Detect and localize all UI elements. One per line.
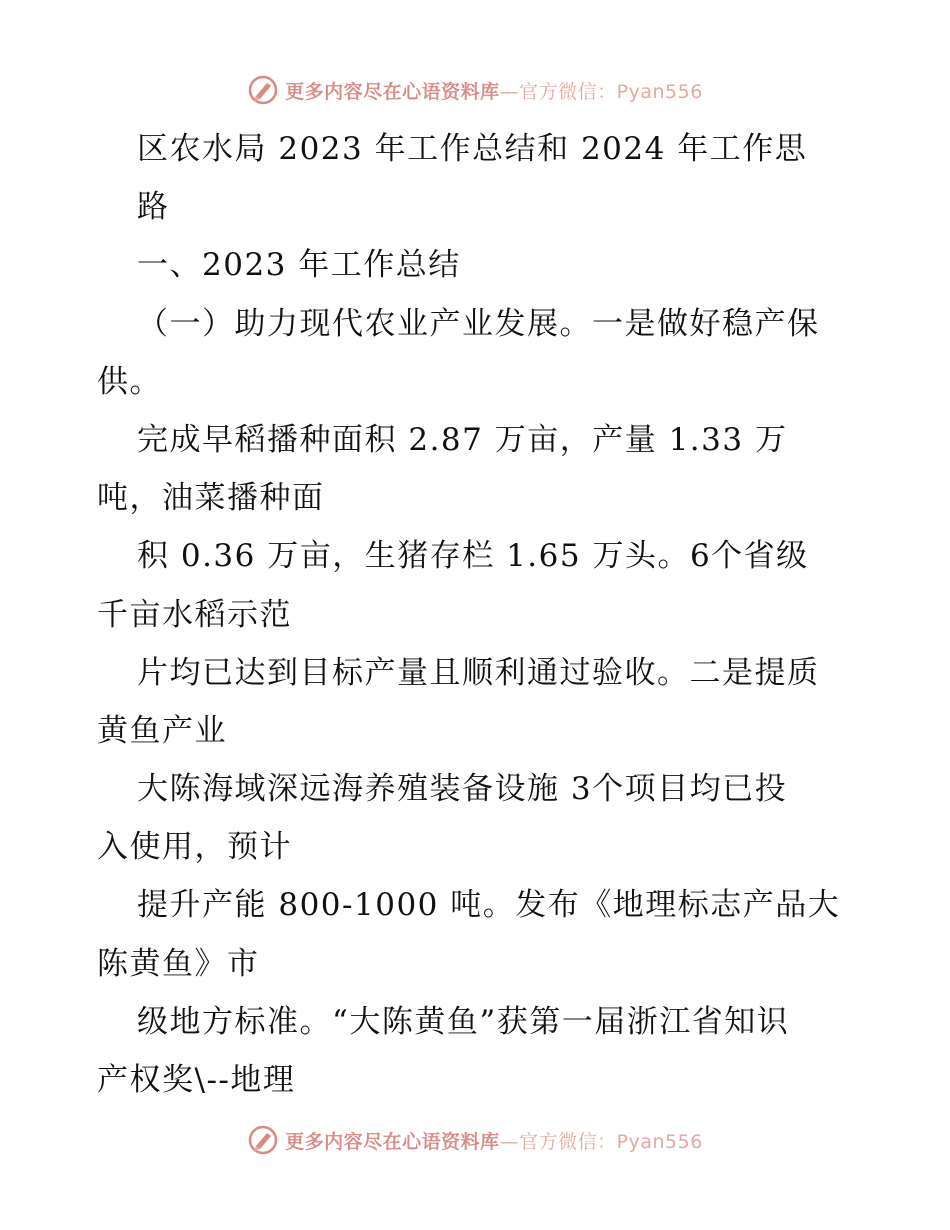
text-line: 大陈海域深远海养殖装备设施 3个项目均已投 [137, 771, 788, 808]
banner-text [285, 77, 703, 104]
text-line: 一、2023 年工作总结 [137, 247, 461, 284]
banner-dash: — [499, 1130, 520, 1153]
text-line: 完成早稻播种面积 2.87 万亩，产量 1.33 万 [137, 421, 788, 458]
text-line: 供。 [97, 363, 162, 400]
text-line: 级地方标准。“大陈黄鱼”获第一届浙江省知识 [137, 1003, 790, 1040]
banner-main-text: 更多内容尽在心语资料库 [285, 80, 500, 103]
banner-main-text: 更多内容尽在心语资料库 [285, 1130, 500, 1153]
banner-dash: — [499, 80, 520, 103]
text-line: 入使用，预计 [97, 829, 292, 866]
banner-wechat-text: 官方微信：Pyan556 [519, 1130, 703, 1153]
banner-wechat-text: 官方微信：Pyan556 [519, 80, 703, 103]
text-line: 产权奖\--地理 [97, 1062, 296, 1098]
document-body [97, 120, 857, 1109]
pen-seal-logo-icon [247, 1124, 279, 1156]
banner-text [285, 1127, 703, 1154]
text-line: 千亩水稻示范 [97, 596, 292, 633]
pen-seal-logo-icon [247, 74, 279, 106]
text-line: 黄鱼产业 [97, 712, 227, 749]
header-banner [0, 70, 950, 110]
text-line: 积 0.36 万亩，生猪存栏 1.65 万头。6个省级 [137, 538, 809, 575]
text-line: 陈黄鱼》市 [97, 945, 260, 982]
text-line: （一）助力现代农业产业发展。一是做好稳产保 [137, 305, 820, 342]
footer-banner [0, 1120, 950, 1160]
text-line: 区农水局 2023 年工作总结和 2024 年工作思 [137, 131, 808, 167]
text-line: 提升产能 800-1000 吨。发布《地理标志产品大 [137, 887, 841, 924]
text-line: 路 [137, 189, 170, 226]
text-line: 吨，油菜播种面 [97, 480, 325, 517]
text-line: 片均已达到目标产量且顺利通过验收。二是提质 [137, 654, 820, 691]
